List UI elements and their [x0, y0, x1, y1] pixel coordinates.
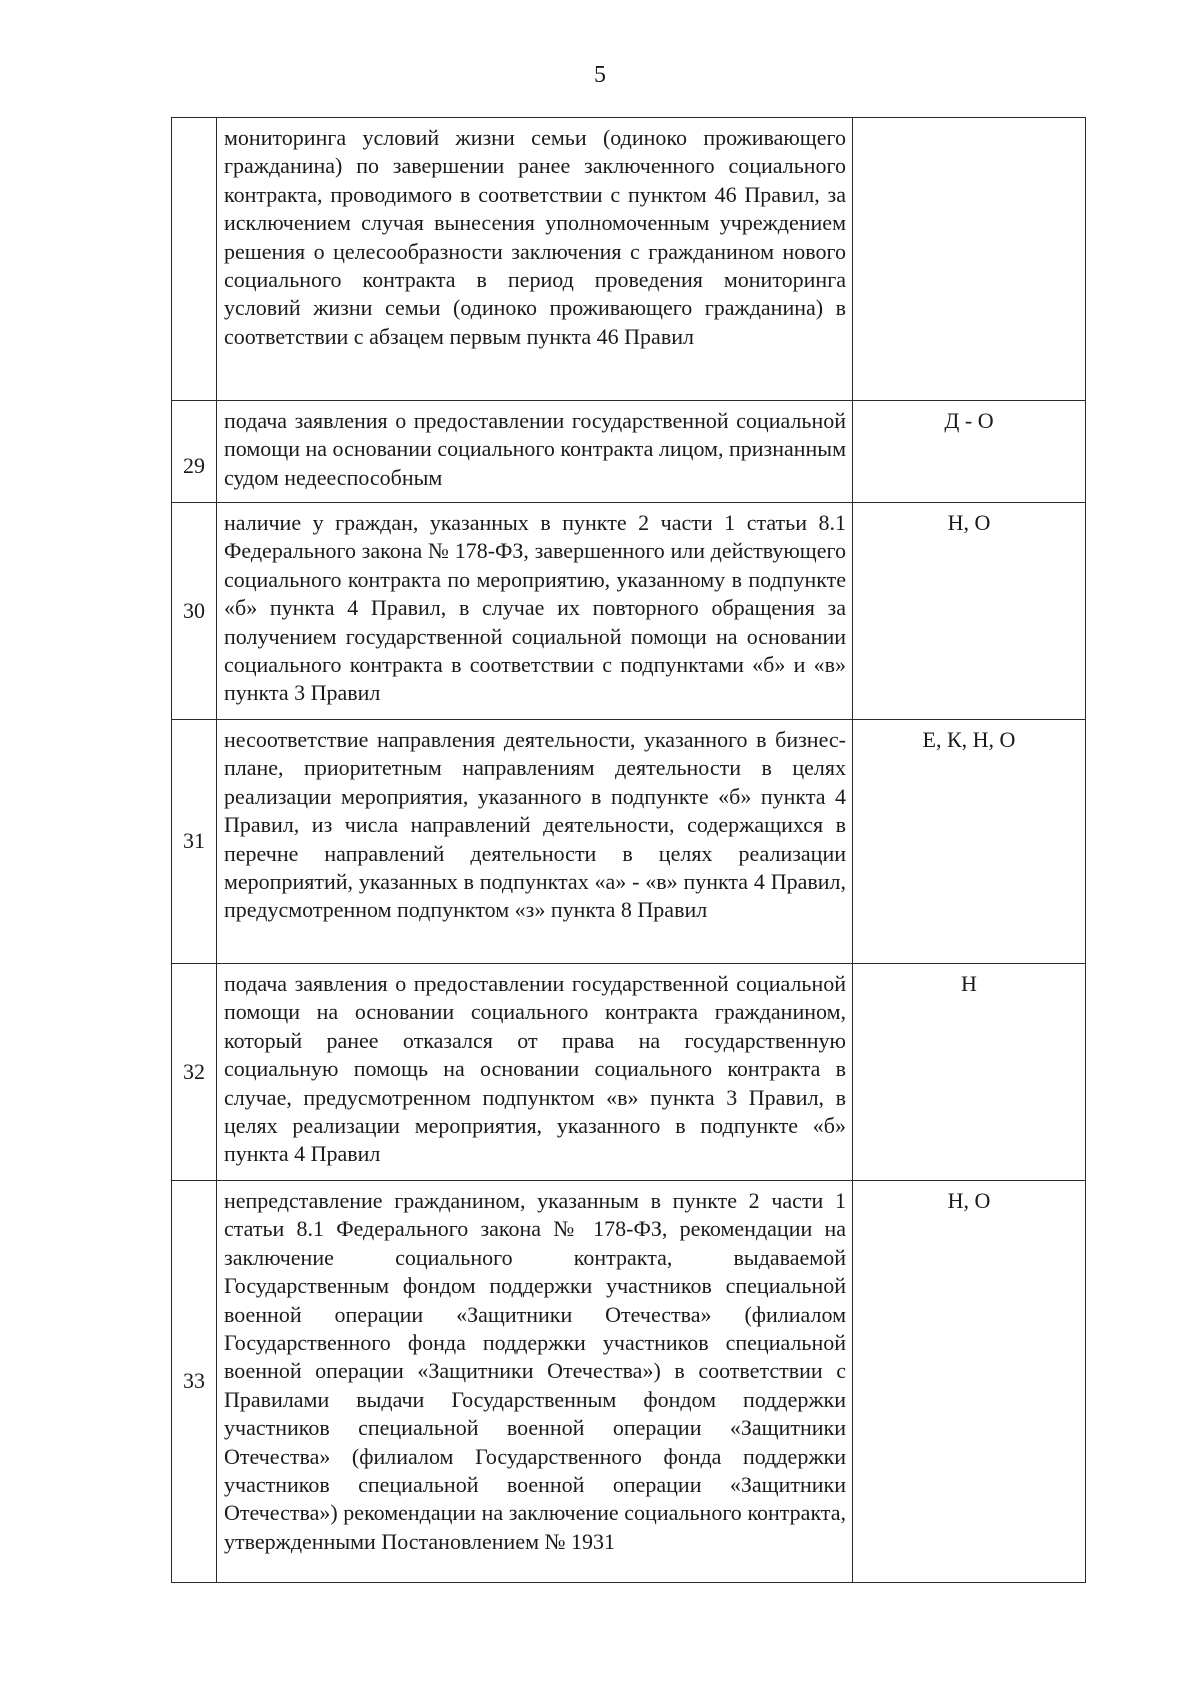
table-row [172, 401, 1086, 503]
page-number: 5 [594, 62, 606, 88]
row-codes: Д - О [853, 401, 1086, 503]
row-number: 31 [172, 720, 217, 964]
row-number: 33 [172, 1181, 217, 1583]
row-text: подача заявления о предоставлении государственной социальной помощи на основании социального контракта лицом, признанным судом недееспособным [217, 401, 853, 503]
row-text: мониторинга условий жизни семьи (одиноко проживающего гражданина) по завершении ранее заключенного социального контракта, проводимого в соответствии с пунктом 46 Правил, за исключением случая вынесения уполномоченным учреждением решения о целесообразности заключения с гражданином нового социального контракта в период проведения мониторинга условий жизни семьи (одиноко проживающего гражданина) в соответствии с абзацем первым пункта 46 Правил [217, 118, 853, 401]
row-text: непредставление гражданином, указанным в пункте 2 части 1 статьи 8.1 Федерального закона № 178-ФЗ, рекомендации на заключение социального контракта, выдаваемой Государственным фондом поддержки участников специальной военной операции «Защитники Отечества» (филиалом Государственного фонда поддержки участников специальной военной операции «Защитники Отечества») в соответствии с Правилами выдачи Государственным фондом поддержки участников специальной военной операции «Защитники Отечества» (филиалом Государственного фонда поддержки участников специальной военной операции «Защитники Отечества») рекомендации на заключение социального контракта, утвержденными Постановлением № 1931 [217, 1181, 853, 1583]
row-text: наличие у граждан, указанных в пункте 2 части 1 статьи 8.1 Федерального закона № 178-ФЗ, завершенного или действующего социального контракта по мероприятию, указанному в подпункте «б» пункта 4 Правил, в случае их повторного обращения за получением государственной социальной помощи на основании социального контракта в соответствии с подпунктами «б» и «в» пункта 3 Правил [217, 503, 853, 720]
table-row [172, 118, 1086, 401]
row-text: подача заявления о предоставлении государственной социальной помощи на основании социального контракта гражданином, который ранее отказался от права на государственную социальную помощь на основании социального контракта в случае, предусмотренном подпунктом «в» пункта 3 Правил, в целях реализации мероприятия, указанного в подпункте «б» пункта 4 Правил [217, 964, 853, 1181]
row-codes: Е, К, Н, О [853, 720, 1086, 964]
table-row [172, 503, 1086, 720]
row-codes: Н, О [853, 1181, 1086, 1583]
row-codes: Н, О [853, 503, 1086, 720]
row-number: 30 [172, 503, 217, 720]
row-number: 29 [172, 401, 217, 503]
row-codes: Н [853, 964, 1086, 1181]
row-text: несоответствие направления деятельности, указанного в бизнес-плане, приоритетным направлениям деятельности в целях реализации мероприятия, указанного в подпункте «б» пункта 4 Правил, из числа направлений деятельности, содержащихся в перечне направлений деятельности в целях реализации мероприятий, указанных в подпунктах «а» - «в» пункта 4 Правил, предусмотренном подпунктом «з» пункта 8 Правил [217, 720, 853, 964]
document-table [171, 117, 1086, 1583]
table-row [172, 1181, 1086, 1583]
table-row [172, 720, 1086, 964]
table-row [172, 964, 1086, 1181]
row-number [172, 118, 217, 401]
row-number: 32 [172, 964, 217, 1181]
row-codes [853, 118, 1086, 401]
